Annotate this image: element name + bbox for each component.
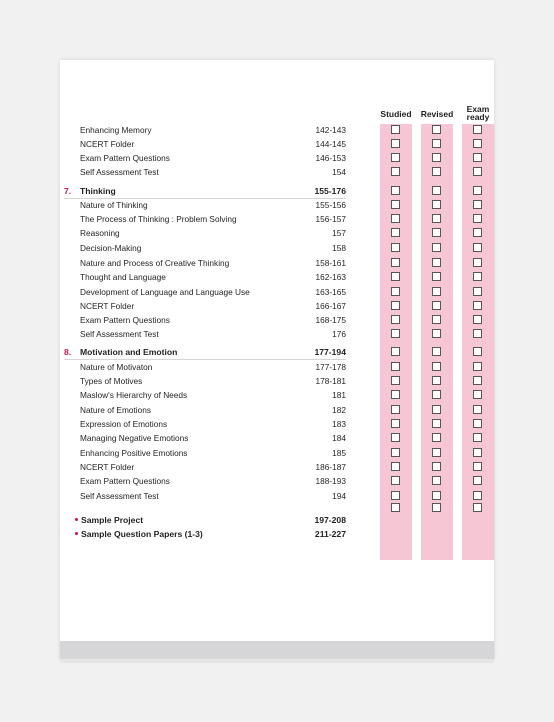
studied-checkbox[interactable] xyxy=(391,258,400,267)
topic-label: Self Assessment Test xyxy=(80,491,159,501)
page-range: 177-178 xyxy=(315,362,346,372)
studied-checkbox[interactable] xyxy=(391,200,400,209)
revised-checkbox[interactable] xyxy=(432,287,441,296)
topic-label: Enhancing Positive Emotions xyxy=(80,448,188,458)
exam-ready-checkbox[interactable] xyxy=(473,258,482,267)
topic-label: NCERT Folder xyxy=(80,462,135,472)
revised-checkbox[interactable] xyxy=(432,243,441,252)
page-range: 183 xyxy=(332,419,346,429)
topic-row xyxy=(80,241,346,255)
topic-row xyxy=(80,198,346,212)
studied-checkbox[interactable] xyxy=(391,433,400,442)
studied-checkbox[interactable] xyxy=(391,243,400,252)
column-header-exam-ready: Exam ready xyxy=(466,104,490,122)
exam-ready-checkbox[interactable] xyxy=(473,139,482,148)
topic-label: Exam Pattern Questions xyxy=(80,476,170,486)
topic-row xyxy=(80,270,346,284)
studied-checkbox[interactable] xyxy=(391,228,400,237)
revised-checkbox[interactable] xyxy=(432,228,441,237)
page-range: 177-194 xyxy=(314,347,346,357)
exam-ready-checkbox[interactable] xyxy=(473,301,482,310)
topic-row xyxy=(80,374,346,388)
page-range: 142-143 xyxy=(315,125,346,135)
studied-checkbox[interactable] xyxy=(391,376,400,385)
topic-row xyxy=(80,360,346,374)
page-footer-band xyxy=(60,641,494,659)
appendix-row xyxy=(80,513,346,527)
topic-label: Enhancing Memory xyxy=(80,125,152,135)
studied-checkbox[interactable] xyxy=(391,287,400,296)
studied-checkbox[interactable] xyxy=(391,186,400,195)
page-range: 166-167 xyxy=(315,301,346,311)
topic-label: Sample Project xyxy=(81,515,144,525)
revised-checkbox[interactable] xyxy=(432,186,441,195)
topic-label: Thought and Language xyxy=(80,272,166,282)
topic-row xyxy=(80,123,346,137)
bullet-icon xyxy=(75,532,78,535)
studied-checkbox[interactable] xyxy=(391,315,400,324)
page-range: 154 xyxy=(332,167,346,177)
topic-label: The Process of Thinking : Problem Solving xyxy=(80,214,237,224)
studied-checkbox[interactable] xyxy=(391,491,400,500)
page-range: 168-175 xyxy=(315,315,346,325)
page-range: 181 xyxy=(332,390,346,400)
chapter-row xyxy=(64,184,346,198)
topic-label: Exam Pattern Questions xyxy=(80,153,170,163)
revised-checkbox[interactable] xyxy=(432,462,441,471)
page-range: 211-227 xyxy=(314,529,346,539)
topic-row xyxy=(80,489,346,503)
page-range: 194 xyxy=(332,491,346,501)
topic-row xyxy=(80,285,346,299)
topic-label: Thinking xyxy=(80,186,116,196)
exam-ready-checkbox[interactable] xyxy=(473,228,482,237)
studied-checkbox[interactable] xyxy=(391,503,400,512)
topic-row xyxy=(80,460,346,474)
page-range: 158-161 xyxy=(315,258,346,268)
page-footer-edge xyxy=(60,659,494,663)
revised-checkbox[interactable] xyxy=(432,405,441,414)
exam-ready-checkbox[interactable] xyxy=(473,347,482,356)
exam-ready-checkbox[interactable] xyxy=(473,503,482,512)
exam-ready-checkbox[interactable] xyxy=(473,186,482,195)
studied-checkbox[interactable] xyxy=(391,125,400,134)
revised-checkbox[interactable] xyxy=(432,347,441,356)
topic-row xyxy=(80,327,346,341)
topic-row xyxy=(80,137,346,151)
revised-checkbox[interactable] xyxy=(432,258,441,267)
revised-checkbox[interactable] xyxy=(432,301,441,310)
topic-row xyxy=(80,313,346,327)
exam-ready-checkbox[interactable] xyxy=(473,491,482,500)
topic-label: Maslow's Hierarchy of Needs xyxy=(80,390,188,400)
studied-checkbox[interactable] xyxy=(391,153,400,162)
exam-ready-checkbox[interactable] xyxy=(473,362,482,371)
page-range: 184 xyxy=(332,433,346,443)
revised-checkbox[interactable] xyxy=(432,448,441,457)
studied-checkbox[interactable] xyxy=(391,476,400,485)
column-header-studied: Studied xyxy=(380,109,412,119)
revised-checkbox[interactable] xyxy=(432,272,441,281)
revised-checkbox[interactable] xyxy=(432,476,441,485)
studied-checkbox[interactable] xyxy=(391,167,400,176)
exam-ready-checkbox[interactable] xyxy=(473,376,482,385)
topic-row xyxy=(80,256,346,270)
revised-checkbox[interactable] xyxy=(432,419,441,428)
page-range: 156-157 xyxy=(315,214,346,224)
exam-ready-checkbox[interactable] xyxy=(473,200,482,209)
studied-checkbox[interactable] xyxy=(391,419,400,428)
revised-checkbox[interactable] xyxy=(432,433,441,442)
exam-ready-checkbox[interactable] xyxy=(473,329,482,338)
revised-checkbox[interactable] xyxy=(432,503,441,512)
page-range: 178-181 xyxy=(315,376,346,386)
exam-ready-checkbox[interactable] xyxy=(473,167,482,176)
page-range: 155-156 xyxy=(315,200,346,210)
chapter-row xyxy=(64,345,346,359)
topic-label: Expression of Emotions xyxy=(80,419,168,429)
revised-checkbox[interactable] xyxy=(432,376,441,385)
topic-label: Nature of Thinking xyxy=(80,200,148,210)
topic-row xyxy=(80,446,346,460)
studied-checkbox[interactable] xyxy=(391,347,400,356)
exam-ready-checkbox[interactable] xyxy=(473,419,482,428)
revised-checkbox[interactable] xyxy=(432,329,441,338)
topic-row xyxy=(80,299,346,313)
revised-checkbox[interactable] xyxy=(432,390,441,399)
topic-row xyxy=(80,226,346,240)
topic-row xyxy=(80,403,346,417)
exam-ready-checkbox[interactable] xyxy=(473,243,482,252)
topic-label: Self Assessment Test xyxy=(80,167,159,177)
topic-label: Reasoning xyxy=(80,228,120,238)
page-range: 157 xyxy=(332,228,346,238)
revised-checkbox[interactable] xyxy=(432,491,441,500)
studied-checkbox[interactable] xyxy=(391,390,400,399)
appendix-row xyxy=(80,527,346,541)
studied-checkbox[interactable] xyxy=(391,329,400,338)
page-range: 162-163 xyxy=(315,272,346,282)
topic-row xyxy=(80,212,346,226)
exam-ready-checkbox[interactable] xyxy=(473,405,482,414)
page-range: 144-145 xyxy=(315,139,346,149)
exam-ready-checkbox[interactable] xyxy=(473,433,482,442)
topic-label: Nature and Process of Creative Thinking xyxy=(80,258,230,268)
studied-checkbox[interactable] xyxy=(391,272,400,281)
topic-label: Motivation and Emotion xyxy=(80,347,178,357)
page-range: 188-193 xyxy=(315,476,346,486)
revised-checkbox[interactable] xyxy=(432,139,441,148)
topic-row xyxy=(80,417,346,431)
page-range: 185 xyxy=(332,448,346,458)
studied-checkbox[interactable] xyxy=(391,362,400,371)
topic-label: Decision-Making xyxy=(80,243,142,253)
revised-checkbox[interactable] xyxy=(432,362,441,371)
revised-checkbox[interactable] xyxy=(432,167,441,176)
topic-label: Self Assessment Test xyxy=(80,329,159,339)
page-range: 155-176 xyxy=(314,186,346,196)
exam-ready-checkbox[interactable] xyxy=(473,214,482,223)
topic-row xyxy=(80,474,346,488)
exam-ready-checkbox[interactable] xyxy=(473,390,482,399)
exam-ready-checkbox[interactable] xyxy=(473,287,482,296)
studied-checkbox[interactable] xyxy=(391,405,400,414)
revised-checkbox[interactable] xyxy=(432,214,441,223)
page-range: 163-165 xyxy=(315,287,346,297)
chapter-number: 7. xyxy=(64,186,72,196)
revised-checkbox[interactable] xyxy=(432,315,441,324)
page-range: 182 xyxy=(332,405,346,415)
topic-label: Nature of Motivaton xyxy=(80,362,153,372)
page-range: 146-153 xyxy=(315,153,346,163)
exam-ready-checkbox[interactable] xyxy=(473,462,482,471)
topic-label: Exam Pattern Questions xyxy=(80,315,170,325)
topic-label: Managing Negative Emotions xyxy=(80,433,189,443)
exam-ready-checkbox[interactable] xyxy=(473,272,482,281)
studied-checkbox[interactable] xyxy=(391,301,400,310)
bullet-icon xyxy=(75,518,78,521)
topic-row xyxy=(80,431,346,445)
column-header-revised: Revised xyxy=(420,109,454,119)
topic-label: Sample Question Papers (1-3) xyxy=(81,529,203,539)
topic-label: NCERT Folder xyxy=(80,139,135,149)
revised-checkbox[interactable] xyxy=(432,200,441,209)
topic-row xyxy=(80,165,346,179)
exam-ready-checkbox[interactable] xyxy=(473,448,482,457)
studied-checkbox[interactable] xyxy=(391,214,400,223)
topic-label: NCERT Folder xyxy=(80,301,135,311)
topic-row xyxy=(80,388,346,402)
topic-row xyxy=(80,151,346,165)
page-range: 186-187 xyxy=(315,462,346,472)
page-range: 176 xyxy=(332,329,346,339)
page-range: 158 xyxy=(332,243,346,253)
revised-checkbox[interactable] xyxy=(432,125,441,134)
exam-ready-checkbox[interactable] xyxy=(473,125,482,134)
page-range: 197-208 xyxy=(314,515,346,525)
studied-checkbox[interactable] xyxy=(391,462,400,471)
topic-label: Nature of Emotions xyxy=(80,405,152,415)
studied-checkbox[interactable] xyxy=(391,139,400,148)
chapter-number: 8. xyxy=(64,347,72,357)
exam-ready-checkbox[interactable] xyxy=(473,476,482,485)
topic-label: Development of Language and Language Use xyxy=(80,287,250,297)
exam-ready-checkbox[interactable] xyxy=(473,153,482,162)
topic-label: Types of Motives xyxy=(80,376,143,386)
exam-ready-checkbox[interactable] xyxy=(473,315,482,324)
studied-checkbox[interactable] xyxy=(391,448,400,457)
revised-checkbox[interactable] xyxy=(432,153,441,162)
